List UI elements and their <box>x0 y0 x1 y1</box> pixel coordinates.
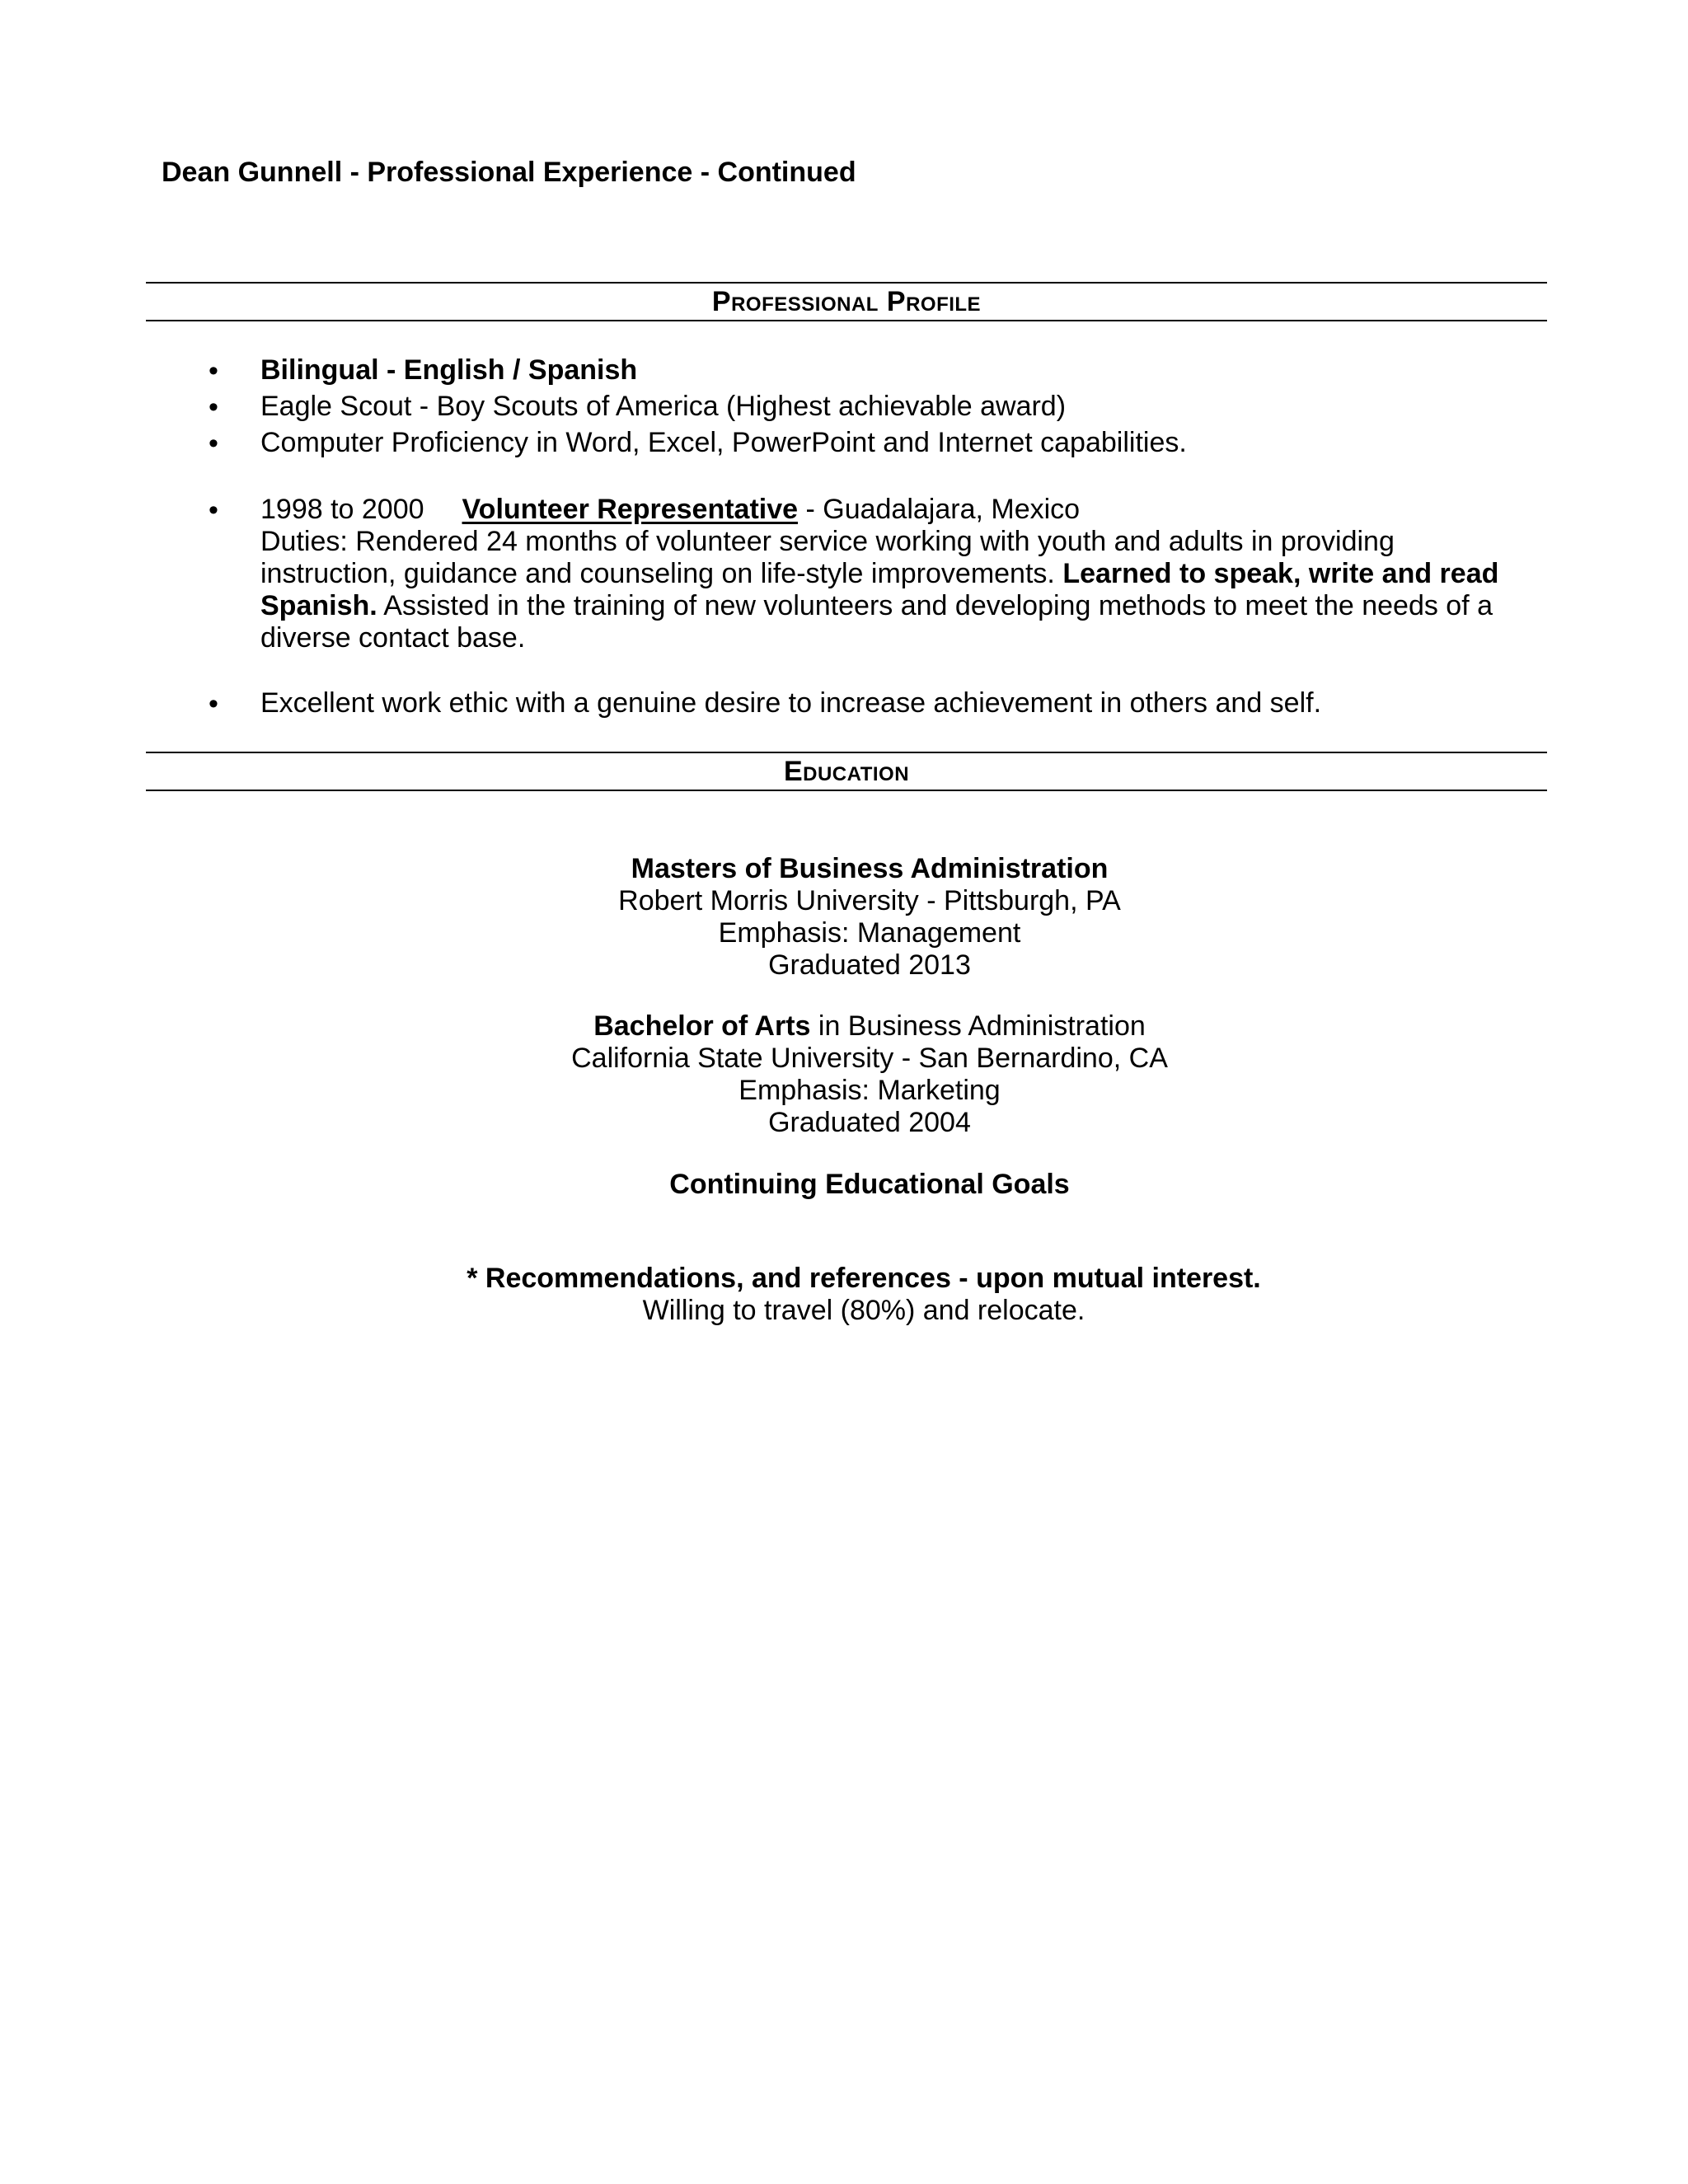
volunteer-entry <box>260 494 1505 654</box>
page-title: Dean Gunnell - Professional Experience - Continued <box>162 157 856 188</box>
volunteer-duties-bold: Learned to speak, write and read Spanish. <box>260 558 1499 621</box>
education-ba <box>0 1010 1688 1139</box>
bullet-icon: • <box>209 428 218 459</box>
travel-note: Willing to travel (80%) and relocate. <box>642 1295 1085 1326</box>
profile-item-computer: Computer Proficiency in Word, Excel, PowerPoint and Internet capabilities. <box>260 427 1187 458</box>
references-note: * Recommendations, and references - upon mutual interest. <box>467 1263 1261 1294</box>
profile-item-work-ethic: Excellent work ethic with a genuine desire to increase achievement in others and self. <box>260 687 1322 719</box>
references-block <box>0 1263 1688 1327</box>
mba-emphasis: Emphasis: Management <box>718 917 1021 949</box>
mba-graduated: Graduated 2013 <box>768 949 971 981</box>
goals-heading: Continuing Educational Goals <box>669 1169 1070 1200</box>
volunteer-header-line <box>260 494 1505 526</box>
volunteer-duties-text-2: Assisted in the training of new volunteers and developing methods to meet the needs of a diverse contact base. <box>260 590 1493 654</box>
ba-degree: Bachelor of Arts <box>593 1010 811 1042</box>
education-goals <box>0 1169 1688 1201</box>
ba-field: in Business Administration <box>810 1010 1146 1042</box>
volunteer-role: Volunteer Representative <box>462 494 799 525</box>
education-section-header <box>146 752 1547 791</box>
education-heading: Education <box>783 756 910 787</box>
education-mba <box>0 853 1688 982</box>
ba-graduated: Graduated 2004 <box>768 1107 971 1138</box>
volunteer-duties <box>260 526 1505 654</box>
mba-school: Robert Morris University - Pittsburgh, PA <box>618 885 1121 916</box>
profile-item-eagle-scout: Eagle Scout - Boy Scouts of America (Highest achievable award) <box>260 391 1067 422</box>
volunteer-duties-text-1: Duties: Rendered 24 months of volunteer service working with youth and adults in providing instruction, guidance and counseling on life-style improvements. <box>260 526 1395 589</box>
ba-school: California State University - San Bernardino, CA <box>571 1043 1168 1074</box>
ba-emphasis: Emphasis: Marketing <box>738 1075 1001 1106</box>
volunteer-location: - Guadalajara, Mexico <box>798 494 1081 525</box>
ba-degree-line <box>0 1010 1688 1043</box>
volunteer-years: 1998 to 2000 <box>260 494 424 525</box>
mba-degree: Masters of Business Administration <box>631 853 1109 884</box>
profile-heading: Professional Profile <box>711 286 982 317</box>
bullet-icon: • <box>209 355 218 387</box>
profile-item-bilingual: Bilingual - English / Spanish <box>260 354 638 386</box>
bullet-icon: • <box>209 688 218 719</box>
bullet-icon: • <box>209 494 218 526</box>
profile-section-header <box>146 282 1547 321</box>
bullet-icon: • <box>209 391 218 423</box>
